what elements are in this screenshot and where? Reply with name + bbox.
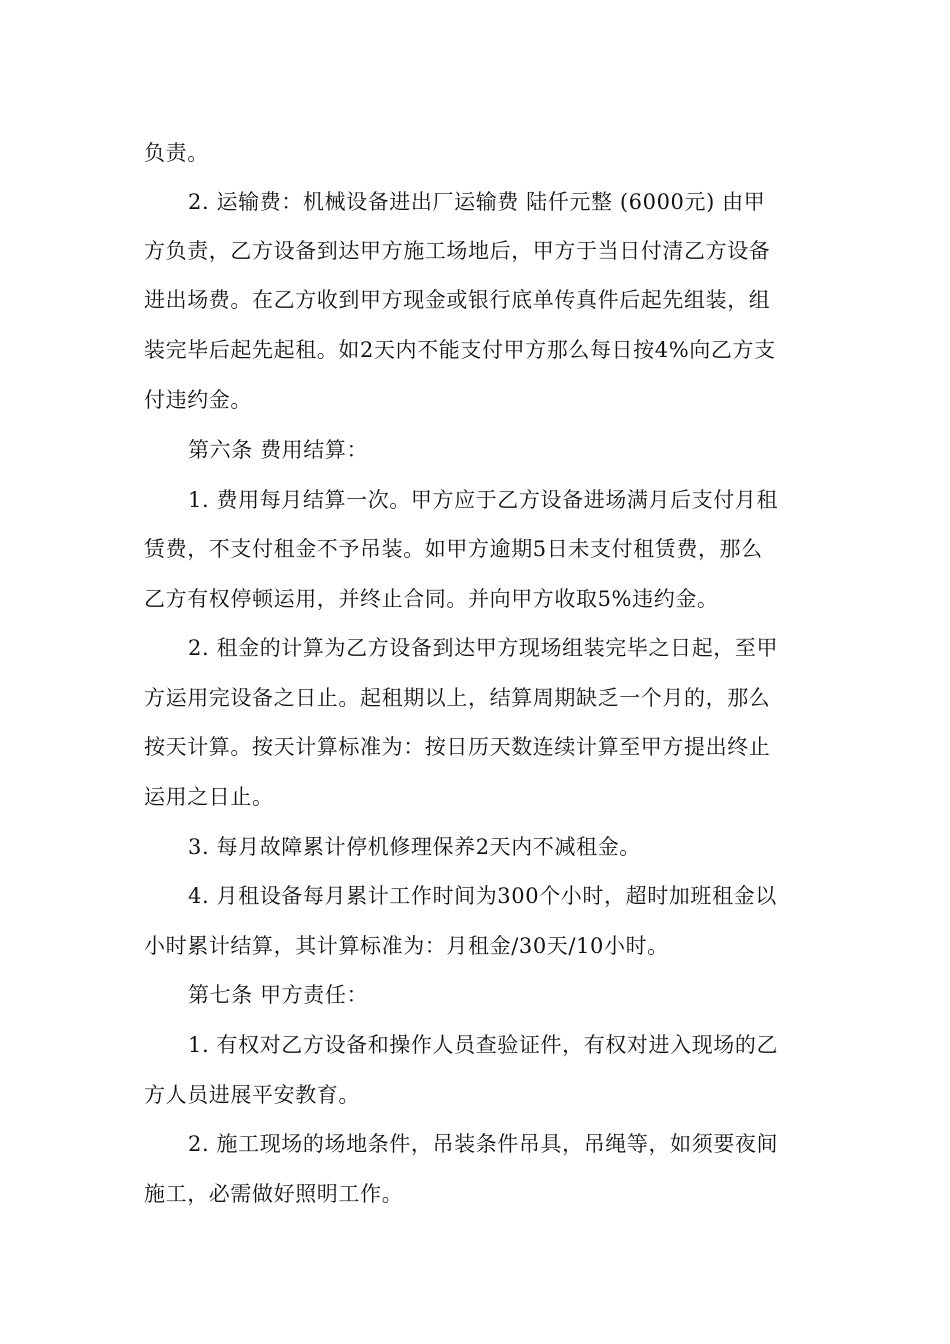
text-line: 赁费，不支付租金不予吊装。如甲方逾期5日未支付租赁费，那么 [144,537,763,561]
text-line: 装完毕后起先起租。如2天内不能支付甲方那么每日按4%向乙方支 [144,338,776,362]
text-line: 按天计算。按天计算标准为：按日历天数连续计算至甲方提出终止 [144,735,771,759]
text-line: 付违约金。 [144,388,252,412]
section-heading: 第六条 费用结算： [188,438,369,462]
text-line: 1. 有权对乙方设备和操作人员查验证件，有权对进入现场的乙 [188,1033,779,1057]
text-line: 2. 运输费：机械设备进出厂运输费 陆仟元整 (6000元) 由甲 [188,190,766,214]
text-line: 运用之日止。 [144,785,274,809]
text-line: 4. 月租设备每月累计工作时间为300个小时，超时加班租金以 [188,884,777,908]
text-line: 进出场费。在乙方收到甲方现金或银行底单传真件后起先组装，组 [144,288,771,312]
text-line: 施工，必需做好照明工作。 [144,1182,404,1206]
text-line: 乙方有权停顿运用，并终止合同。并向甲方收取5%违约金。 [144,587,719,611]
text-line: 方运用完设备之日止。起租期以上，结算周期缺乏一个月的，那么 [144,686,771,710]
section-heading: 第七条 甲方责任： [188,983,369,1007]
text-line: 方人员进展平安教育。 [144,1083,360,1107]
text-line: 2. 施工现场的场地条件，吊装条件吊具，吊绳等，如须要夜间 [188,1132,779,1156]
text-line: 负责。 [144,141,209,165]
text-line: 2. 租金的计算为乙方设备到达甲方现场组装完毕之日起，至甲 [188,636,779,660]
text-line: 方负责，乙方设备到达甲方施工场地后，甲方于当日付清乙方设备 [144,239,771,263]
text-line: 3. 每月故障累计停机修理保养2天内不减租金。 [188,835,641,859]
text-line: 小时累计结算，其计算标准为：月租金/30天/10小时。 [144,934,669,958]
text-line: 1. 费用每月结算一次。甲方应于乙方设备进场满月后支付月租 [188,488,779,512]
